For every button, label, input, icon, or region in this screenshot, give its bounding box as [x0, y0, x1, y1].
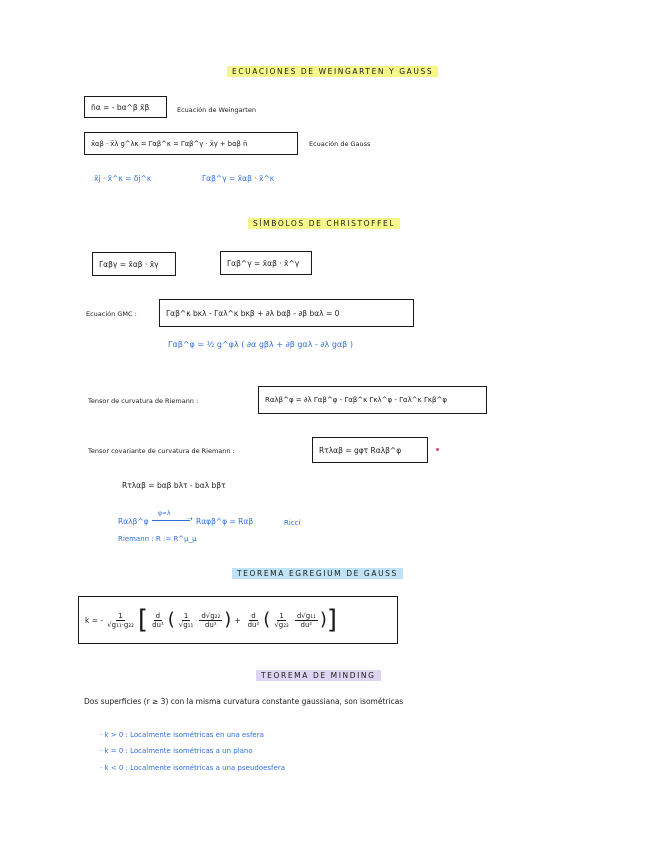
- title-christoffel: SÍMBOLOS DE CHRISTOFFEL: [248, 218, 400, 229]
- gmc-formula-box: Γαβ^κ bκλ - Γαλ^κ bκβ + ∂λ bαβ - ∂β bαλ = 0: [159, 299, 414, 327]
- egregium-formula-box: [78, 596, 398, 644]
- arrow-head-icon: ➝: [187, 515, 193, 523]
- title-egregium: TEOREMA EGREGIUM DE GAUSS: [232, 568, 403, 579]
- kronecker-note: x̄j · x̄^κ = δj^κ: [94, 174, 152, 183]
- gauss-label: Ecuación de Gauss: [309, 140, 371, 148]
- pink-dot-marker: [436, 448, 439, 451]
- christoffel-second-kind-box: Γαβ^γ = x̄αβ · x̄^γ: [220, 251, 312, 275]
- riemann-covariant-box: Rτλαβ = gφτ Rαλβ^φ: [312, 437, 428, 463]
- gauss-formula-box: x̄αβ · x̄λ g^λκ = Γαβ^κ = Γαβ^γ · x̄γ + bαβ n̄: [84, 132, 298, 155]
- prefactor-fraction: $\frac{1}{\text{√g₁₁·g₂₂}}$: [107, 611, 134, 629]
- left-paren-2: (: [263, 609, 271, 630]
- christoffel-first-kind-box: Γαβγ = x̄αβ · x̄γ: [92, 252, 176, 276]
- d-sqrt-g11-fraction: $\frac{\text{d√g₁₁}}{\text{du²}}$: [296, 611, 316, 629]
- title-minding: TEOREMA DE MINDING: [256, 670, 381, 681]
- weingarten-label: Ecuación de Weingarten: [177, 106, 256, 114]
- left-bracket: [: [137, 605, 149, 635]
- ricci-label: Ricci: [284, 519, 301, 527]
- gmc-label: Ecuación GMC :: [86, 310, 137, 318]
- christoffel-second-note: Γαβ^γ = x̄αβ · x̄^κ: [202, 174, 275, 183]
- minding-statement: Dos superficies (r ≥ 3) con la misma curvatura constante gaussiana, son isométricas: [84, 697, 404, 706]
- riemann-scalar: Riemann : R := R^μ_μ: [118, 535, 197, 543]
- left-paren-1: (: [167, 609, 175, 630]
- covariant-relation: Rτλαβ = bαβ bλτ - bαλ bβτ: [122, 481, 226, 490]
- d-du2-fraction: $\frac{d}{\text{du²}}$: [247, 611, 260, 629]
- riemann-covariant-label: Tensor covariante de curvatura de Riemann :: [88, 447, 235, 455]
- riemann-label: Tensor de curvatura de Riemann :: [88, 397, 199, 405]
- christoffel-metric-formula: Γαβ^φ = ½ g^φλ ( ∂α gβλ + ∂β gαλ - ∂λ gαβ ): [168, 340, 353, 349]
- right-paren-1: ): [224, 609, 232, 630]
- ricci-right: Rαφβ^φ = Rαβ: [196, 517, 254, 526]
- ricci-arrow-label: φ=λ: [158, 510, 171, 517]
- right-bracket: ]: [326, 605, 338, 635]
- inv-sqrt-g11-fraction: $\frac{1}{\text{√g₁₁}}$: [178, 611, 194, 629]
- weingarten-formula-box: n̄α = - bα^β x̄β: [84, 96, 167, 118]
- right-paren-2: ): [319, 609, 327, 630]
- d-sqrt-g22-fraction: $\frac{\text{d√g₂₂}}{\text{du¹}}$: [201, 611, 221, 629]
- plus-sign: +: [234, 615, 241, 625]
- bullet-negative-curvature: · k < 0 : Localmente isométricas a una pseudoesfera: [100, 764, 285, 772]
- d-du1-fraction: $\frac{d}{\text{du¹}}$: [152, 611, 164, 629]
- bullet-zero-curvature: · k = 0 : Localmente isométricas a un plano: [100, 747, 253, 755]
- ricci-arrow-line: [152, 520, 190, 521]
- bullet-positive-curvature: · k > 0 : Localmente isométricas en una esfera: [100, 731, 264, 739]
- k-prefix: k = -: [85, 615, 104, 625]
- title-weingarten-gauss: ECUACIONES DE WEINGARTEN Y GAUSS: [227, 66, 438, 77]
- ricci-left: Rαλβ^φ: [118, 517, 149, 526]
- riemann-formula-box: Rαλβ^φ = ∂λ Γαβ^φ - Γαβ^κ Γκλ^φ - Γαλ^κ Γκβ^φ: [258, 386, 487, 414]
- inv-sqrt-g22-fraction: $\frac{1}{\text{√g₂₂}}$: [274, 611, 289, 629]
